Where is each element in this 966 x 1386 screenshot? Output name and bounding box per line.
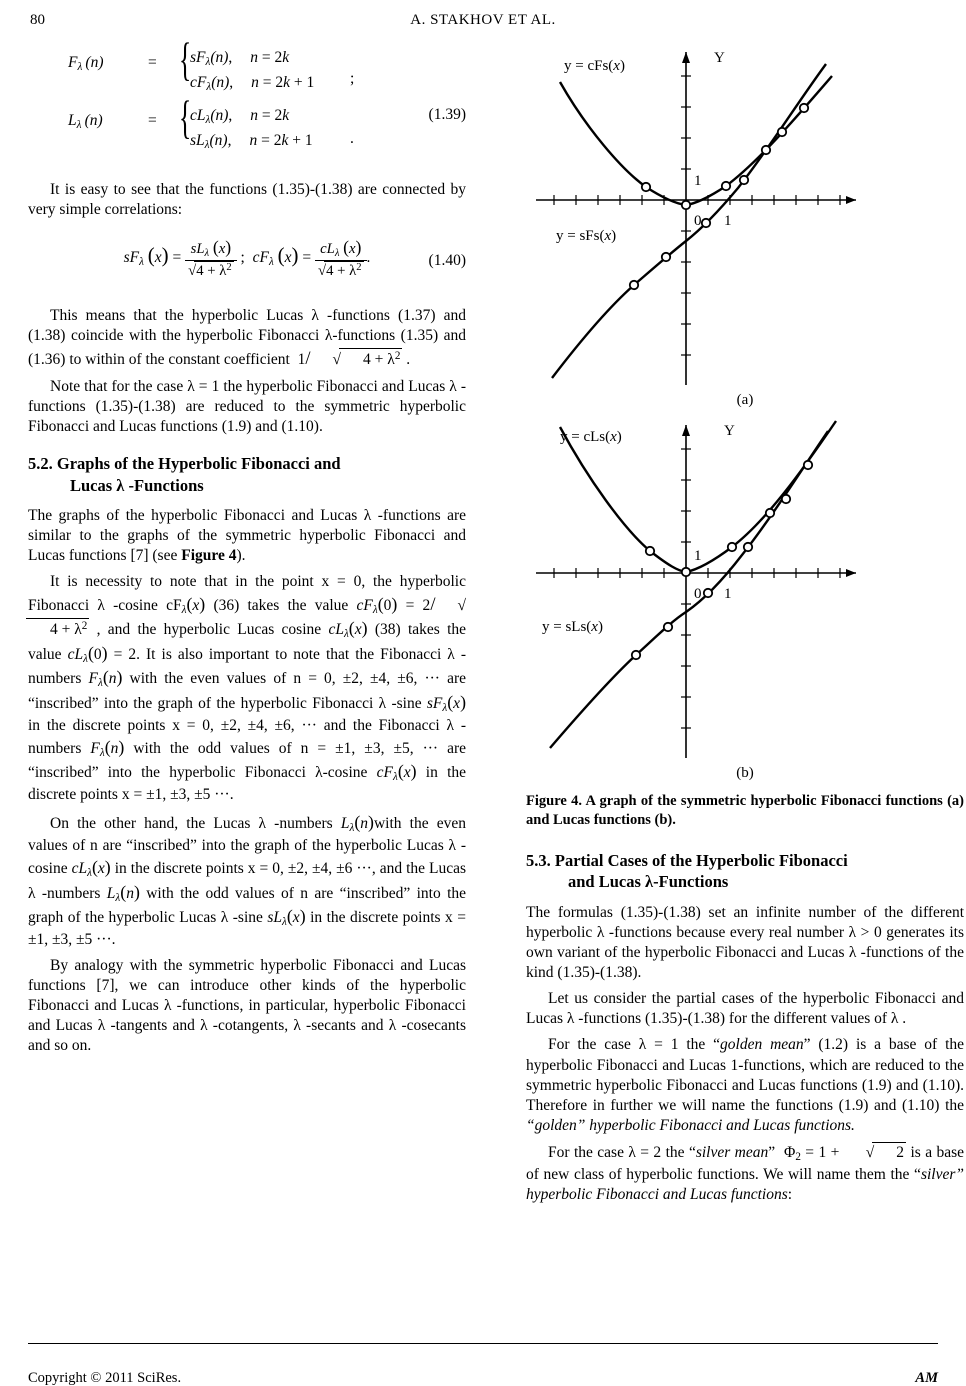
label-axis-y-a: Y [714,50,725,66]
eq139-semicolon: ; [350,70,355,87]
eq139-equals-2: = [148,112,157,129]
label-one-x-a: 1 [724,213,732,229]
expr-cl-x: $cL_\lambda(x)$ [328,618,368,641]
equation-1-40 [28,238,466,294]
paragraph-graphs-similar: The graphs of the hyperbolic Fibonacci and Lucas λ -functions are similar to the graphs of the symmetric hyperbolic Fibonacci and Lucas functions [7] (see Figure 4). [28,507,466,565]
paragraph-silver-mean: For the case λ = 2 the “silver mean” $\Phi_2 = 1$ + √ 2 is a base of new class of hyperbolic functions. We will name them the “silver” hyperbolic Fibonacci and Lucas functions: [526,1144,965,1203]
label-axis-y-b: Y [724,423,735,439]
expr-l-n: $L_\lambda(n)$ [340,812,374,835]
paragraph-infinite-number: The formulas (1.35)-(1.38) set an infinite number of the different hyperbolic λ -functions because every real number λ > 0 generates its own variant of the hyperbolic Fibonacci and Lucas λ -functions of the kind (1.35)-(1.38). [526,903,964,981]
expr-cl-x-2: $cL_\lambda(x)$ [71,856,111,879]
expr-sf-x: $sF_\lambda(x)$ [426,692,466,715]
label-origin-a: 0 [694,213,702,229]
label-y-sfs: y = sFs(x) [556,228,617,244]
eq139-cases-1: $sF_\lambda(n)$, n = 2k $cF_\lambda(n)$, n = 2k + 1 [190,49,315,94]
figure-4b-label: (b) [736,765,754,781]
label-one-y-b: 1 [694,548,702,564]
figure-4a-label: (a) [736,392,754,408]
paragraph-point-zero: It is necessity to note that in the point x = 0, the hyperbolic Fibonacci λ -cosine $cF_\lambda(x)$ (36) takes the value $cF_\lambda(0) = 2/$ $√4 + \lambda^2$ , and the hyperbolic Lucas cosine $cL_\lambda(x)$ (38) takes the value $cL_\lambda(0) = 2$. It is also important to note that the Fibonacci λ -numbers $F_\lambda(n)$ with the even values of n = 0, ±2, ±4, ±6, ··· are “inscribed” into the graph of the hyperbolic Fibonacci λ -sine $sF_\lambda(x)$ in the discrete points x = 0, ±2, ±4, ±6, ··· and the Fibonacci λ -numbers $F_\lambda(n)$ with the odd values of n = ±1, ±3, ±5, ··· are “inscribed” into the hyperbolic Fibonacci λ-cosine $cF_\lambda(x)$ in the discrete points x = ±1, ±3, ±5 ···. [28,573,467,803]
figure-4 [526,40,964,830]
right-column [526,40,964,1205]
eq139-equals-1: = [148,54,157,71]
paragraph-golden-mean: For the case λ = 1 the “golden mean” (1.2) is a base of the hyperbolic Fibonacci and Lucas 1-functions, which are reduced to the symmetric hyperbolic Fibonacci and Lucas functions (1.9) and (1.10). Therefore in further we will name the functions (1.9) and (1.10) the “golden” hyperbolic Fibonacci and Lucas functions. [526,1036,965,1134]
left-column [28,35,467,1057]
equation-1-39 [28,35,466,166]
eq139-period: . [350,130,354,147]
expr-f-n-2: $F_\lambda(n)$ [90,736,125,759]
paragraph-analogy: By analogy with the symmetric hyperbolic Fibonacci and Lucas functions [7], we can introduce other kinds of the hyperbolic Fibonacci and Lucas λ -functions, in particular, hyperbolic Fibonacci and Lucas λ -tangents and λ -cotangents, λ -secants and λ -cosecants and so on. [28,956,466,1055]
page-number: 80 [30,12,45,28]
section-heading-5-2: 5.2. Graphs of the Hyperbolic Fibonacci and Lucas λ -Functions [28,454,341,495]
footer-rule [28,1343,938,1344]
label-one-y-a: 1 [694,173,702,189]
running-head [30,12,936,32]
label-origin-b: 0 [694,586,702,602]
label-one-x-b: 1 [724,586,732,602]
paragraph-note-case: Note that for the case λ = 1 the hyperbolic Fibonacci and Lucas λ -functions (1.35)-(1.38) are reduced to the symmetric hyperbolic Fibonacci and Lucas functions (1.9) and (1.10). [28,377,466,436]
paragraph-connected: It is easy to see that the functions (1.35)-(1.38) are connected by very simple correlations: [28,181,466,219]
eq139-brace-1: { [179,35,192,86]
expr-cf-x: $cF_\lambda(x)$ [376,761,417,784]
copyright-text: Copyright © 2011 SciRes. [28,1370,182,1386]
label-y-sls: y = sLs(x) [542,619,603,635]
section-heading-5-3: 5.3. Partial Cases of the Hyperbolic Fibonacci and Lucas λ-Functions [526,850,848,892]
figure-4a-graph [526,40,964,385]
figure-4b-graph [526,413,964,758]
eq139-cases-2: $cL_\lambda(n)$, n = 2k $sL_\lambda(n)$, n = 2k + 1 [190,107,313,152]
expr-l-n-2: $L_\lambda(n)$ [106,881,140,904]
coefficient-expression: 1/ √ $4 + \lambda^2$ [293,347,401,369]
label-y-cfs: y = cFs(x) [564,58,625,74]
figure-4-caption: Figure 4. A graph of the symmetric hyperbolic Fibonacci functions (a) and Lucas functions (b). [526,793,964,828]
equation-1-39-number: (1.39) [428,106,466,123]
paragraph-lucas-numbers: On the other hand, the Lucas λ -numbers $L_\lambda(n)with$ the even values of n are “inscribed” into the graph of the hyperbolic Lucas λ -cosine $cL_\lambda(x)$ in the discrete points x = 0, ±2, ±4, ±6 ···, and the Lucas λ -numbers $L_\lambda(n)$ with the odd values of n are “inscribed” into the graph of the hyperbolic Lucas λ -sine $sL_\lambda(x)$ in the discrete points x = ±1, ±3, ±5 ···. [28,812,467,948]
eq140-body: $sF_\lambda$ (x) = $\frac{sL_\lambda (x)}{√4 + \lambda^2}$ ; $cF_\lambda$ (x) = $\frac{cL_\lambda (x)}{√4 + \lambda^2}$ . [123,237,371,279]
journal-abbrev: AM [915,1370,938,1386]
eq139-brace-2: { [179,93,192,144]
expr-f-n: $F_\lambda(n)$ [88,667,123,690]
eq139-lhs-2: $L_\lambda$ (n) [68,112,103,132]
equation-1-40-number: (1.40) [428,252,466,270]
running-title: A. STAKHOV ET AL. [410,12,556,28]
value-cf-zero: $cF_\lambda(0) = 2/$ $√4 + \lambda^2$ [28,597,466,639]
paragraph-partial-cases: Let us consider the partial cases of the hyperbolic Fibonacci and Lucas λ -functions (1.35)-(1.38) for the different values of λ . [526,990,964,1028]
expr-silver-mean: $\Phi_2 = 1$ + √ 2 [779,1144,905,1164]
paragraph-coincide: This means that the hyperbolic Lucas λ -functions (1.37) and (1.38) coincide with the hyperbolic Fibonacci λ-functions (1.35) and (1.36) to within of the constant coefficient 1/ √ $4 + \lambda^2$ . [28,307,466,369]
label-y-cls: y = cLs(x) [560,429,622,445]
expr-sl-x: $sL_\lambda(x)$ [267,906,306,929]
eq139-lhs-1: $F_\lambda$ (n) [68,54,104,74]
value-cl-zero: $cL_\lambda(0) = 2$ [67,642,137,665]
